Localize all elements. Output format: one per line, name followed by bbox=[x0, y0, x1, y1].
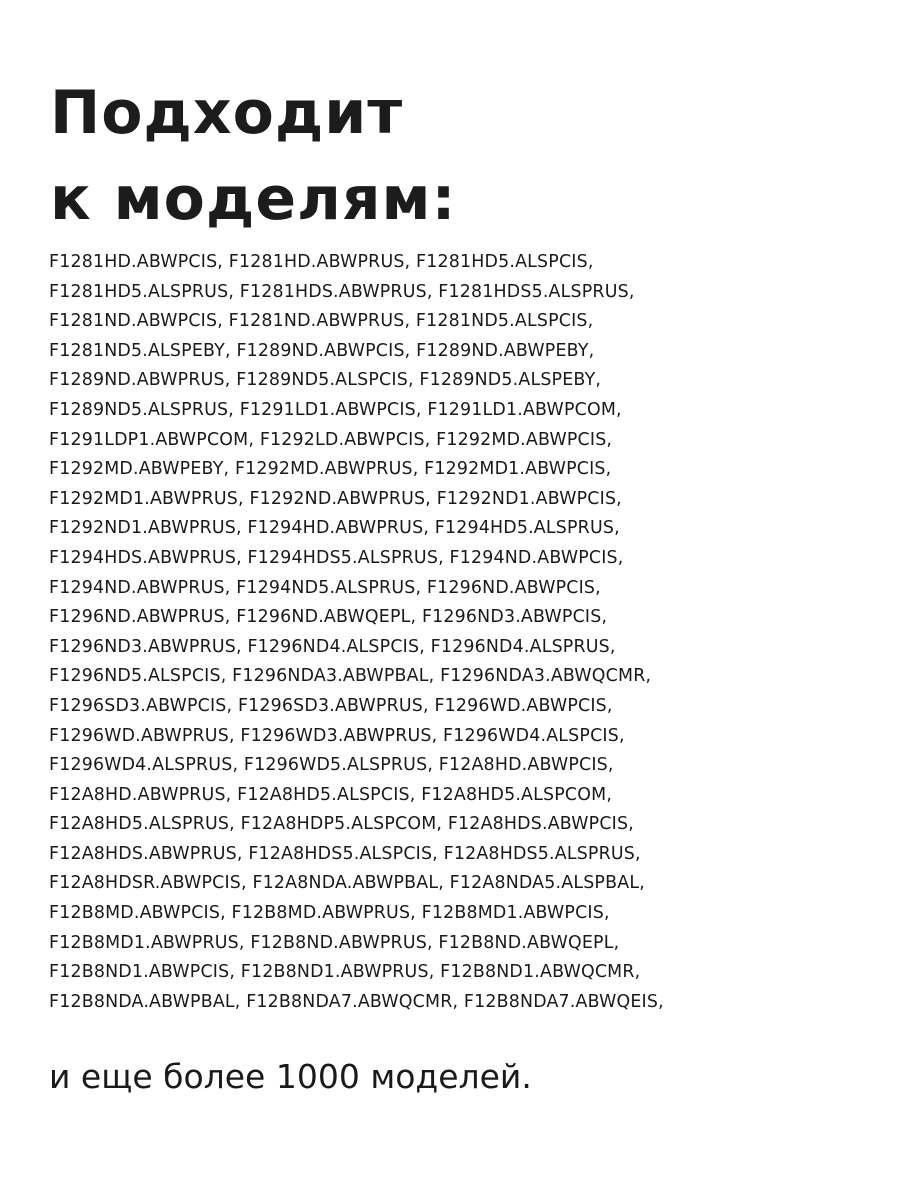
model-list-line: F12A8HDS.ABWPRUS, F12A8HDS5.ALSPCIS, F12A8HDS5.ALSPRUS, bbox=[49, 843, 641, 864]
model-list-line: F12A8HD.ABWPRUS, F12A8HD5.ALSPCIS, F12A8HD5.ALSPCOM, bbox=[49, 784, 613, 805]
model-list-line: F1296WD.ABWPRUS, F1296WD3.ABWPRUS, F1296WD4.ALSPCIS, bbox=[49, 725, 625, 746]
model-list-line: F1296SD3.ABWPCIS, F1296SD3.ABWPRUS, F1296WD.ABWPCIS, bbox=[49, 695, 613, 716]
model-list-line: F1289ND5.ALSPRUS, F1291LD1.ABWPCIS, F1291LD1.ABWPCOM, bbox=[49, 399, 622, 420]
model-list-line: F1292ND1.ABWPRUS, F1294HD.ABWPRUS, F1294HD5.ALSPRUS, bbox=[49, 518, 620, 539]
model-list-line: F1294HDS.ABWPRUS, F1294HDS5.ALSPRUS, F1294ND.ABWPCIS, bbox=[49, 547, 624, 568]
model-list-line: F1292MD.ABWPEBY, F1292MD.ABWPRUS, F1292MD1.ABWPCIS, bbox=[49, 459, 612, 480]
model-list-line: F1281ND.ABWPCIS, F1281ND.ABWPRUS, F1281ND5.ALSPCIS, bbox=[49, 311, 594, 332]
model-list-line: F12B8ND1.ABWPCIS, F12B8ND1.ABWPRUS, F12B8ND1.ABWQCMR, bbox=[49, 962, 641, 983]
model-list-line: F1294ND.ABWPRUS, F1294ND5.ALSPRUS, F1296ND.ABWPCIS, bbox=[49, 577, 601, 598]
model-list-line: F1292MD1.ABWPRUS, F1292ND.ABWPRUS, F1292ND1.ABWPCIS, bbox=[49, 488, 622, 509]
model-list-line: F12A8HD5.ALSPRUS, F12A8HDP5.ALSPCOM, F12A8HDS.ABWPCIS, bbox=[49, 814, 634, 835]
model-list-line: F1296ND5.ALSPCIS, F1296NDA3.ABWPBAL, F1296NDA3.ABWQCMR, bbox=[49, 666, 652, 687]
page-title bbox=[50, 70, 457, 242]
model-list bbox=[49, 248, 889, 1017]
model-list-line: F1296WD4.ALSPRUS, F1296WD5.ALSPRUS, F12A8HD.ABWPCIS, bbox=[49, 755, 614, 776]
model-list-line: F1296ND.ABWPRUS, F1296ND.ABWQEPL, F1296ND3.ABWPCIS, bbox=[49, 607, 608, 628]
model-list-line: F12B8MD.ABWPCIS, F12B8MD.ABWPRUS, F12B8MD1.ABWPCIS, bbox=[49, 903, 610, 924]
model-list-line: F1281ND5.ALSPEBY, F1289ND.ABWPCIS, F1289ND.ABWPEBY, bbox=[49, 340, 595, 361]
model-list-line: F12A8HDSR.ABWPCIS, F12A8NDA.ABWPBAL, F12A8NDA5.ALSPBAL, bbox=[49, 873, 645, 894]
model-list-line: F1291LDP1.ABWPCOM, F1292LD.ABWPCIS, F1292MD.ABWPCIS, bbox=[49, 429, 613, 450]
model-list-line: F12B8NDA.ABWPBAL, F12B8NDA7.ABWQCMR, F12B8NDA7.ABWQEIS, bbox=[49, 991, 664, 1012]
title-line-2: к моделям: bbox=[50, 164, 457, 234]
model-list-line: F1296ND3.ABWPRUS, F1296ND4.ALSPCIS, F1296ND4.ALSPRUS, bbox=[49, 636, 616, 657]
model-list-line: F1281HD.ABWPCIS, F1281HD.ABWPRUS, F1281HD5.ALSPCIS, bbox=[49, 252, 594, 272]
model-list-line: F12B8MD1.ABWPRUS, F12B8ND.ABWPRUS, F12B8ND.ABWQEPL, bbox=[49, 932, 620, 953]
model-list-line: F1281HD5.ALSPRUS, F1281HDS.ABWPRUS, F1281HDS5.ALSPRUS, bbox=[49, 281, 635, 302]
title-line-1: Подходит bbox=[50, 78, 404, 148]
model-list-line: F1289ND.ABWPRUS, F1289ND5.ALSPCIS, F1289ND5.ALSPEBY, bbox=[49, 370, 602, 391]
more-models-note: и еще более 1000 моделей. bbox=[49, 1057, 532, 1096]
